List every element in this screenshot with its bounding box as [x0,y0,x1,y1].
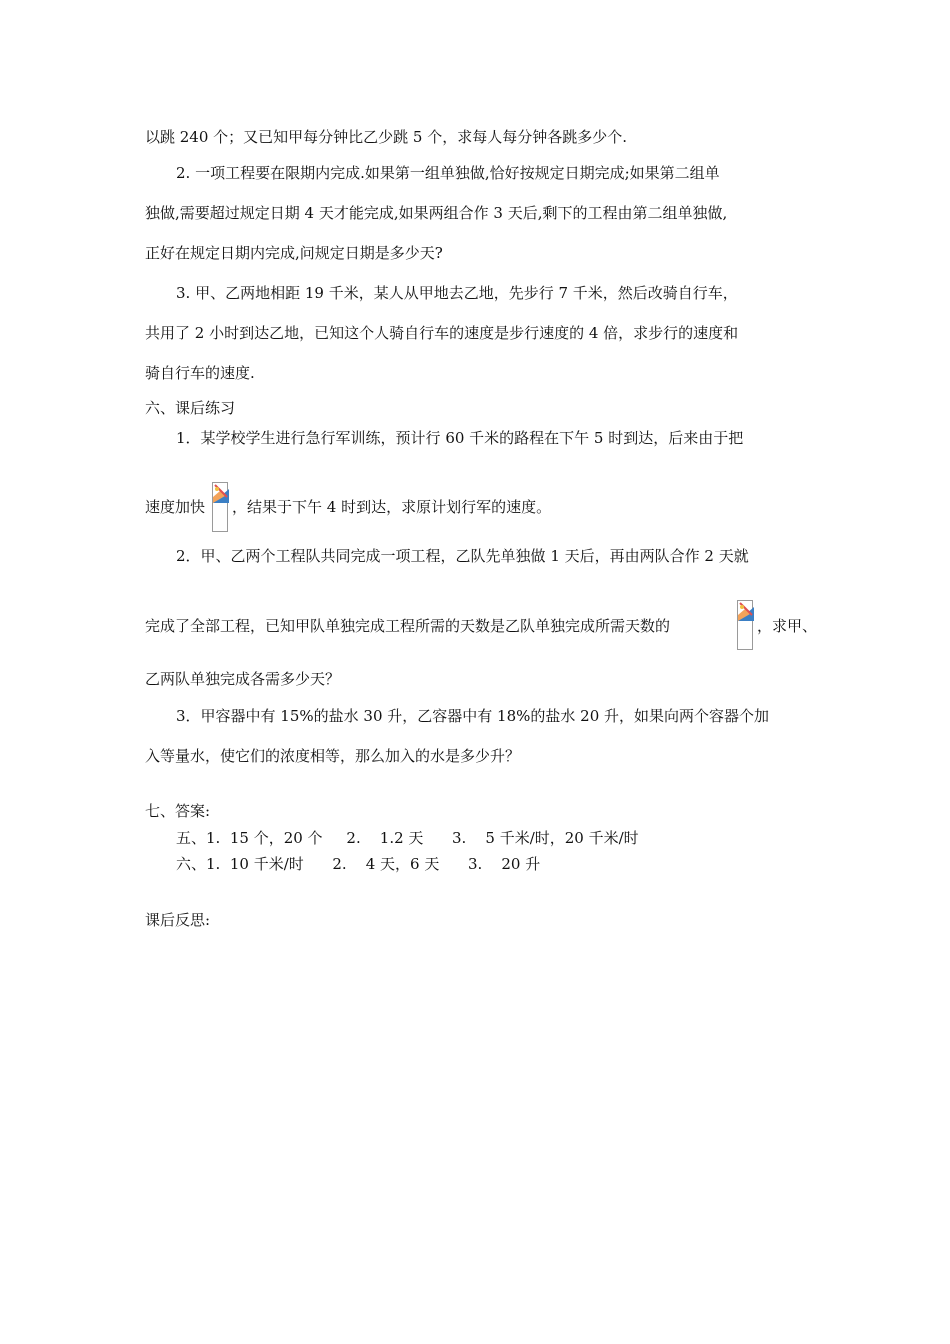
s5-q3-line3: 骑自行车的速度. [145,364,255,382]
s6-q2-line2-post: ，求甲、 [757,617,818,635]
s6-q1-line1: 1．某学校学生进行急行军训练，预计行 60 千米的路程在下午 5 时到达，后来由于把 [176,429,744,447]
s6-q3-line2: 入等量水，使它们的浓度相等，那么加入的水是多少升？ [145,747,521,765]
s6-q1-line2-pre: 速度加快 [145,498,206,516]
s6-q2-line2-pre: 完成了全部工程，已知甲队单独完成工程所需的天数是乙队单独完成所需天数的 [145,617,671,635]
s6-heading: 六、课后练习 [145,399,236,417]
s5-intro-tail: 以跳 240 个；又已知甲每分钟比乙少跳 5 个，求每人每分钟各跳多少个. [145,128,628,146]
broken-image-icon [737,600,753,650]
s5-q2-line2: 独做,需要超过规定日期 4 天才能完成,如果两组合作 3 天后,剩下的工程由第二组单独做, [145,204,728,222]
s5-q3-line1: 3. 甲、乙两地相距 19 千米，某人从甲地去乙地，先步行 7 千米，然后改骑自行车， [176,284,738,302]
s7-answer-six: 六、1. 10 千米/时 2. 4 天，6 天 3. 20 升 [176,855,541,873]
broken-image-icon [212,482,228,532]
s6-q2-line1: 2．甲、乙两个工程队共同完成一项工程，乙队先单独做 1 天后，再由两队合作 2 天就 [176,547,749,565]
s6-q1-line2-post: ，结果于下午 4 时到达，求原计划行军的速度。 [232,498,552,516]
s6-q3-line1: 3．甲容器中有 15%的盐水 30 升，乙容器中有 18%的盐水 20 升，如果向两个容器个加 [176,707,770,725]
s6-q2-line3: 乙两队单独完成各需多少天？ [145,670,341,688]
s5-q2-line1: 2. 一项工程要在限期内完成.如果第一组单独做,恰好按规定日期完成;如果第二组单 [176,164,720,182]
reflection-label: 课后反思: [145,911,211,929]
s5-q3-line2: 共用了 2 小时到达乙地，已知这个人骑自行车的速度是步行速度的 4 倍，求步行的速度和 [145,324,739,342]
s5-q2-line3: 正好在规定日期内完成,问规定日期是多少天? [145,244,443,262]
s7-answer-five: 五、1. 15 个，20 个 2. 1.2 天 3. 5 千米/时，20 千米/时 [176,829,639,847]
s7-heading: 七、答案: [145,802,211,820]
